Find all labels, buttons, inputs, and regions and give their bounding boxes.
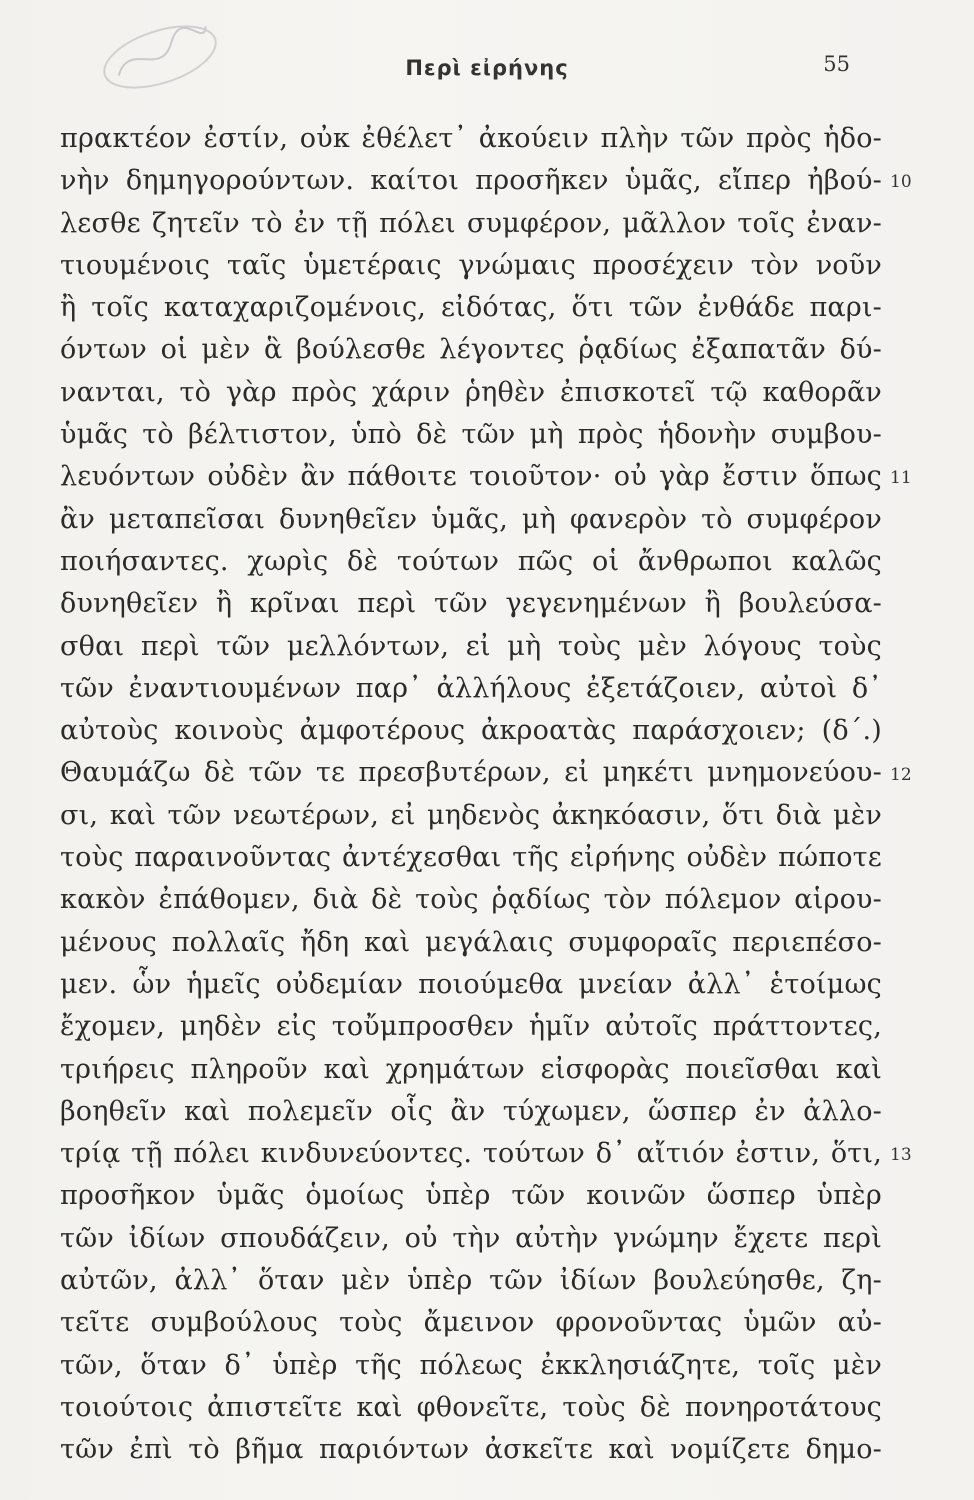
text-line: Θαυμάζω δὲ τῶν τε πρεσβυτέρων, εἰ μηκέτι μνημονεύου-: [60, 757, 882, 789]
text-line: νανται, τὸ γὰρ πρὸς χάριν ῥηθὲν ἐπισκοτεῖ τῷ καθορᾶν: [60, 376, 882, 408]
text-line: ὑμᾶς τὸ βέλτιστον, ὑπὸ δὲ τῶν μὴ πρὸς ἡδονὴν συμβου-: [60, 419, 882, 451]
text-line: τῶν, ὅταν δ᾽ ὑπὲρ τῆς πόλεως ἐκκλησιάζητε, τοῖς μὲν: [60, 1349, 882, 1381]
section-number: 13: [890, 1145, 912, 1166]
text-line: δυνηθεῖεν ἢ κρῖναι περὶ τῶν γεγενημένων ἢ βουλεύσα-: [60, 588, 882, 620]
text-line: τιουμένοις ταῖς ὑμετέραις γνώμαις προσέχειν τὸν νοῦν: [60, 249, 882, 281]
page-number: 55: [823, 52, 850, 76]
text-line: τριήρεις πληροῦν καὶ χρημάτων εἰσφορὰς ποιεῖσθαι καὶ: [60, 1053, 882, 1085]
text-line: ἔχομεν, μηδὲν εἰς τοὔμπροσθεν ἡμῖν αὐτοῖς πράττοντες,: [60, 1011, 882, 1043]
text-line: βοηθεῖν καὶ πολεμεῖν οἷς ἂν τύχωμεν, ὥσπερ ἐν ἀλλο-: [60, 1095, 882, 1127]
text-line: λεσθε ζητεῖν τὸ ἐν τῇ πόλει συμφέρον, μᾶλλον τοῖς ἐναν-: [60, 207, 882, 239]
text-line: τῶν ἐπὶ τὸ βῆμα παριόντων ἀσκεῖτε καὶ νομίζετε δημο-: [60, 1434, 882, 1466]
text-line: μένους πολλαῖς ἤδη καὶ μεγάλαις συμφοραῖς περιεπέσο-: [60, 926, 882, 958]
text-line: τοὺς παραινοῦντας ἀντέχεσθαι τῆς εἰρήνης οὐδὲν πώποτε: [60, 842, 882, 874]
text-line: ἂν μεταπεῖσαι δυνηθεῖεν ὑμᾶς, μὴ φανερὸν τὸ συμφέρον: [60, 503, 882, 535]
body-text: [60, 118, 882, 1472]
text-line: σθαι περὶ τῶν μελλόντων, εἰ μὴ τοὺς μὲν λόγους τοὺς: [60, 630, 882, 662]
section-number: 11: [890, 468, 912, 489]
section-number: 10: [890, 172, 912, 193]
text-line: τρίᾳ τῇ πόλει κινδυνεύοντες. τούτων δ᾽ αἴτιόν ἐστιν, ὅτι,: [60, 1138, 882, 1170]
text-line: πρακτέον ἐστίν, οὐκ ἐθέλετ᾽ ἀκούειν πλὴν τῶν πρὸς ἡδο-: [60, 123, 882, 154]
text-line: αὐτοὺς κοινοὺς ἀμφοτέρους ἀκροατὰς παράσχοιεν; (δ΄.): [60, 715, 882, 747]
text-line: ἢ τοῖς καταχαριζομένοις, εἰδότας, ὅτι τῶν ἐνθάδε παρι-: [60, 292, 882, 324]
running-title: Περὶ εἰρήνης: [405, 56, 569, 80]
text-line: τεῖτε συμβούλους τοὺς ἄμεινον φρονοῦντας ὑμῶν αὐ-: [60, 1307, 882, 1339]
text-line: όντων οἱ μὲν ἃ βούλεσθε λέγοντες ῥᾳδίως ἐξαπατᾶν δύ-: [60, 334, 882, 366]
text-line: τοιούτοις ἀπιστεῖτε καὶ φθονεῖτε, τοὺς δὲ πονηροτάτους: [60, 1391, 882, 1423]
text-line: προσῆκον ὑμᾶς ὁμοίως ὑπὲρ τῶν κοινῶν ὥσπερ ὑπὲρ: [60, 1180, 882, 1212]
text-line: τῶν ἰδίων σπουδάζειν, οὐ τὴν αὐτὴν γνώμην ἔχετε περὶ: [60, 1222, 882, 1254]
text-line: ποιήσαντες. χωρὶς δὲ τούτων πῶς οἱ ἄνθρωποι καλῶς: [60, 545, 882, 577]
section-number: 12: [890, 764, 912, 785]
text-line: κακὸν ἐπάθομεν, διὰ δὲ τοὺς ῥᾳδίως τὸν πόλεμον αἱρου-: [60, 884, 882, 916]
text-line: μεν. ὧν ἡμεῖς οὐδεμίαν ποιούμεθα μνείαν ἀλλ᾽ ἑτοίμως: [60, 968, 882, 1000]
text-line: σι, καὶ τῶν νεωτέρων, εἰ μηδενὸς ἀκηκόασιν, ὅτι διὰ μὲν: [60, 799, 882, 831]
text-line: λευόντων οὐδὲν ἂν πάθοιτε τοιοῦτον· οὐ γὰρ ἔστιν ὅπως: [60, 461, 882, 493]
text-line: νὴν δημηγορούντων. καίτοι προσῆκεν ὑμᾶς, εἴπερ ἠβού-: [60, 165, 882, 197]
text-line: τῶν ἐναντιουμένων παρ᾽ ἀλλήλους ἐξετάζοιεν, αὐτοὶ δ᾽: [60, 672, 882, 704]
text-line: αὐτῶν, ἀλλ᾽ ὅταν μὲν ὑπὲρ τῶν ἰδίων βουλεύησθε, ζη-: [60, 1265, 882, 1297]
